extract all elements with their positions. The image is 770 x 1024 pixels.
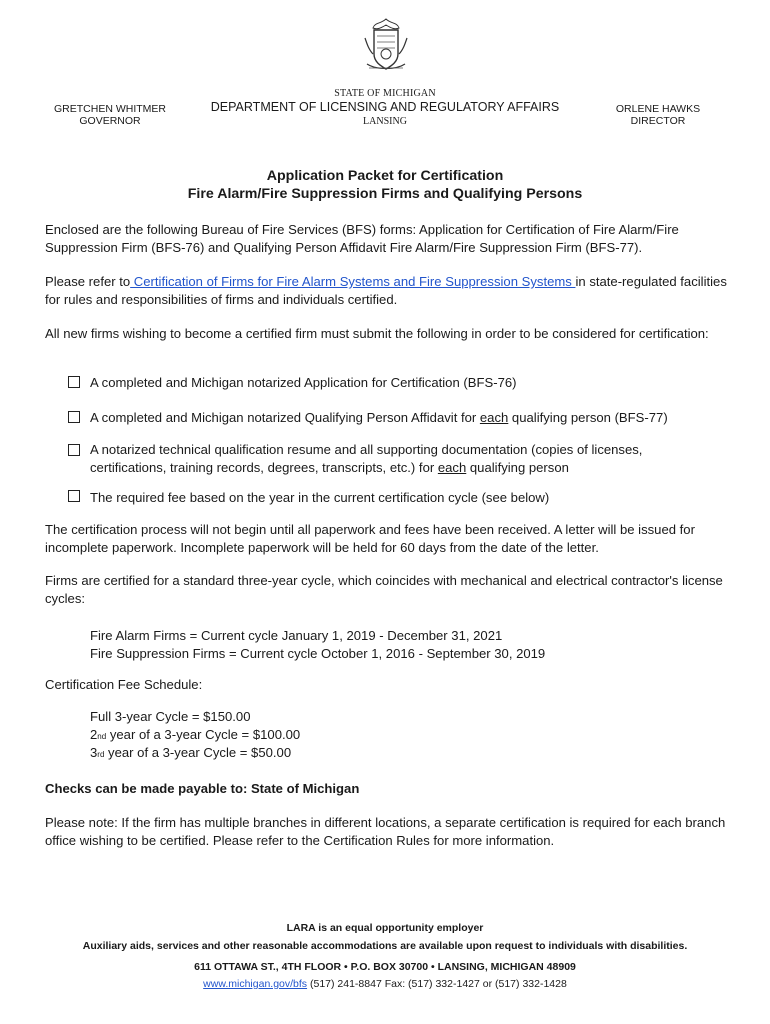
item3-text-before: A notarized technical qualification resume and all supporting documentation (copies of licenses, certifications, training records, degrees, transcripts, etc.) for [90, 442, 643, 475]
director-name: ORLENE HAWKS [615, 103, 701, 115]
checklist-item-application: A completed and Michigan notarized Application for Certification (BFS-76) [90, 375, 517, 390]
cycle-fire-alarm: Fire Alarm Firms = Current cycle January 1, 2019 - December 31, 2021 [90, 628, 503, 643]
footer-phone: (517) 241-8847 Fax: (517) 332-1427 or (517) 332-1428 [307, 978, 567, 990]
cycle-paragraph: Firms are certified for a standard three-year cycle, which coincides with mechanical and electrical contractor's license cycles: [45, 573, 723, 606]
state-name: STATE OF MICHIGAN [334, 88, 436, 99]
cycle-fire-suppression: Fire Suppression Firms = Current cycle October 1, 2016 - September 30, 2019 [90, 646, 546, 661]
fee3-number: 3 [90, 745, 98, 760]
page-title [30, 167, 740, 203]
title-line-2: Fire Alarm/Fire Suppression Firms and Qualifying Persons [187, 186, 583, 202]
item2-text-before: A completed and Michigan notarized Qualifying Person Affidavit for [90, 410, 480, 425]
footer-address: 611 OTTAWA ST., 4TH FLOOR • P.O. BOX 30700 • LANSING, MICHIGAN 48909 [194, 961, 576, 973]
process-paragraph: The certification process will not begin until all paperwork and fees have been received. A letter will be issued for incomplete paperwork. Incomplete paperwork will be held for 60 days from the date of the letter. [45, 522, 695, 555]
fee3-text: year of a 3-year Cycle = $50.00 [104, 745, 292, 760]
checks-payable: Checks can be made payable to: State of Michigan [45, 781, 360, 796]
checklist-item-resume [90, 441, 710, 477]
governor-block [30, 103, 190, 127]
footer-accommodations: Auxiliary aids, services and other reasonable accommodations are available upon request to individuals with disabilities. [82, 940, 688, 952]
item3-text-after: qualifying person [466, 460, 569, 475]
checkbox-resume[interactable] [68, 444, 80, 456]
refer-text-after: in state-regulated facilities for rules and responsibilities of firms and individuals certified. [45, 274, 727, 307]
fee-full-cycle: Full 3-year Cycle = $150.00 [90, 709, 251, 724]
item3-each: each [437, 460, 467, 475]
item2-each: each [479, 410, 509, 425]
certification-rules-link[interactable]: Certification of Firms for Fire Alarm Systems and Fire Suppression Systems [130, 274, 576, 289]
fee2-text: year of a 3-year Cycle = $100.00 [106, 727, 301, 742]
city-name: LANSING [363, 116, 407, 127]
branches-note: Please note: If the firm has multiple branches in different locations, a separate certification is required for each branch office wishing to be certified. Please refer to the Certification Rules for more information. [45, 815, 726, 848]
director-block [598, 103, 718, 127]
title-line-1: Application Packet for Certification [266, 168, 504, 184]
department-block [190, 88, 580, 127]
new-firms-paragraph: All new firms wishing to become a certified firm must submit the following in order to be considered for certification: [45, 326, 709, 341]
footer-contact [30, 977, 740, 991]
item2-text-after: qualifying person (BFS-77) [508, 410, 668, 425]
michigan-seal-icon [361, 16, 411, 74]
fee2-number: 2 [90, 727, 98, 742]
checklist-item-affidavit [90, 409, 740, 427]
director-title: DIRECTOR [630, 115, 686, 127]
fee2-ordinal: nd [97, 732, 107, 741]
checkbox-affidavit[interactable] [68, 411, 80, 423]
refer-paragraph [45, 273, 735, 309]
refer-text-before: Please refer to [45, 274, 131, 289]
fee-second-year [90, 726, 730, 746]
department-name: DEPARTMENT OF LICENSING AND REGULATORY AFFAIRS [210, 100, 560, 114]
fee-schedule-heading: Certification Fee Schedule: [45, 677, 203, 692]
bfs-website-link[interactable]: www.michigan.gov/bfs [203, 978, 308, 990]
governor-name: GRETCHEN WHITMER [54, 103, 166, 115]
fee-third-year [90, 744, 730, 764]
footer-equal-opportunity: LARA is an equal opportunity employer [286, 922, 484, 934]
checklist-item-fee: The required fee based on the year in the current certification cycle (see below) [90, 490, 550, 505]
intro-paragraph: Enclosed are the following Bureau of Fire Services (BFS) forms: Application for Certification of Fire Alarm/Fire Suppression Firm (BFS-76) and Qualifying Person Affidavit Fire Alarm/Fire Suppression Firm (BFS-77). [45, 222, 679, 255]
fee3-ordinal: rd [97, 750, 105, 759]
checkbox-application[interactable] [68, 376, 80, 388]
checkbox-fee[interactable] [68, 490, 80, 502]
governor-title: GOVERNOR [79, 115, 141, 127]
